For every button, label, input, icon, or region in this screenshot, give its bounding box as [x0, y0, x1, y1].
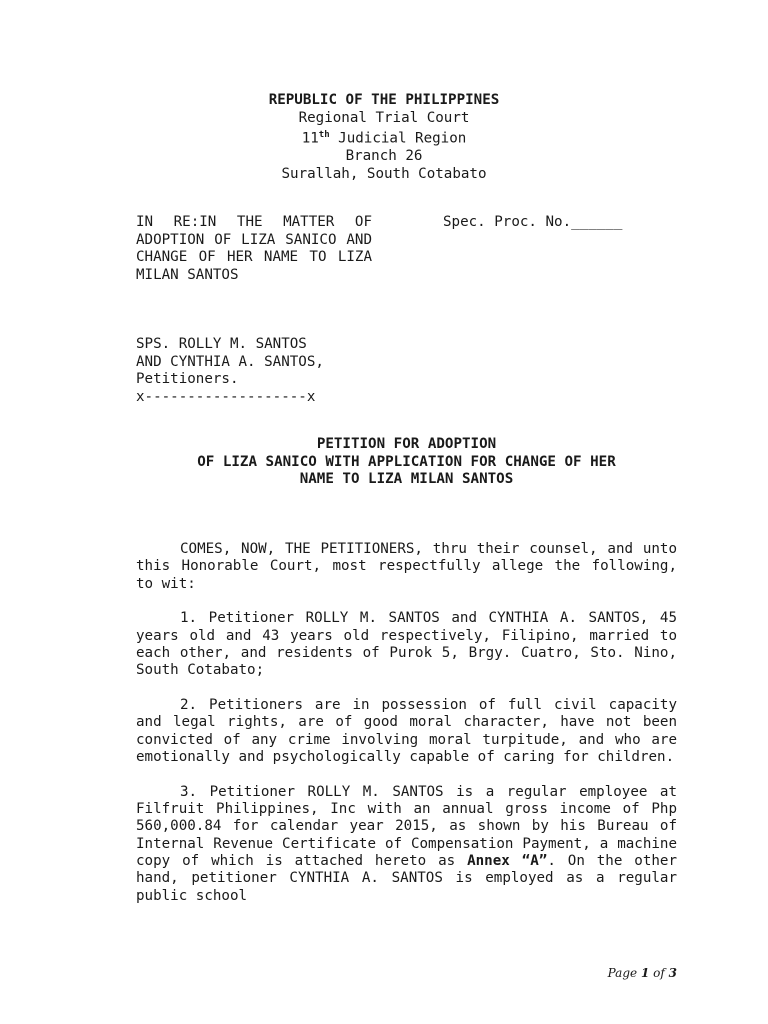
- petitioner-line-3: Petitioners.: [136, 371, 239, 387]
- paragraph-3-text-a: 3. Petitioner ROLLY M. SANTOS is a regular employee at Filfruit Philippines, Inc with an annual gross income of Php 560,000.84 for calendar year 2015, as shown by his Bureau of Internal Revenue Certificate of Compensation Payment, a machine copy of which is attached hereto as: [136, 783, 677, 869]
- annex-a-reference: Annex “A”: [467, 852, 548, 869]
- title-line-3: NAME TO LIZA MILAN SANTOS: [299, 471, 514, 487]
- region-number: 11: [301, 130, 319, 147]
- petitioners-block: [136, 336, 324, 406]
- title-line-2: OF LIZA SANICO WITH APPLICATION FOR CHANGE OF HER: [197, 453, 616, 470]
- paragraph-1: 1. Petitioner ROLLY M. SANTOS and CYNTHIA A. SANTOS, 45 years old and 43 years old respectively, Filipino, married to each other, and residents of Purok 5, Brgy. Cuatro, Sto. Nino, South Cotabato;: [136, 610, 677, 679]
- petition-title: [136, 436, 677, 489]
- caption-divider: x-------------------x: [136, 388, 316, 405]
- republic-heading: REPUBLIC OF THE PHILIPPINES: [268, 92, 500, 108]
- case-caption: IN RE:IN THE MATTER OF ADOPTION OF LIZA SANICO AND CHANGE OF HER NAME TO LIZA MILAN SANTOS: [136, 214, 372, 283]
- petitioner-line-2: AND CYNTHIA A. SANTOS,: [136, 353, 324, 370]
- page-footer: [608, 966, 677, 980]
- petition-body: [136, 541, 677, 922]
- paragraph-2: 2. Petitioners are in possession of full civil capacity and legal rights, are of good moral character, have not been convicted of any crime involving moral turpitude, and who are emotionally and psychologically capable of caring for children.: [136, 697, 677, 765]
- page-total: 3: [668, 966, 677, 980]
- paragraph-3-text-b: . On the other hand, petitioner CYNTHIA A. SANTOS is employed as a regular public school: [136, 852, 678, 904]
- region-ordinal: th: [318, 130, 330, 140]
- court-header: [0, 92, 768, 183]
- case-number: Spec. Proc. No.______: [443, 214, 623, 230]
- of-word: of: [653, 966, 665, 980]
- paragraph-3: [136, 784, 677, 905]
- title-line-1: PETITION FOR ADOPTION: [316, 436, 497, 452]
- intro-paragraph: COMES, NOW, THE PETITIONERS, thru their counsel, and unto this Honorable Court, most respectfully allege the following, to wit:: [136, 541, 677, 592]
- petitioner-line-1: SPS. ROLLY M. SANTOS: [136, 336, 307, 352]
- branch: Branch 26: [345, 148, 423, 165]
- court-location: Surallah, South Cotabato: [281, 165, 487, 182]
- judicial-region: [0, 127, 768, 148]
- page-word: Page: [607, 966, 638, 980]
- page-number: 1: [640, 966, 650, 980]
- court-name: Regional Trial Court: [298, 109, 470, 126]
- region-label: Judicial Region: [329, 130, 467, 147]
